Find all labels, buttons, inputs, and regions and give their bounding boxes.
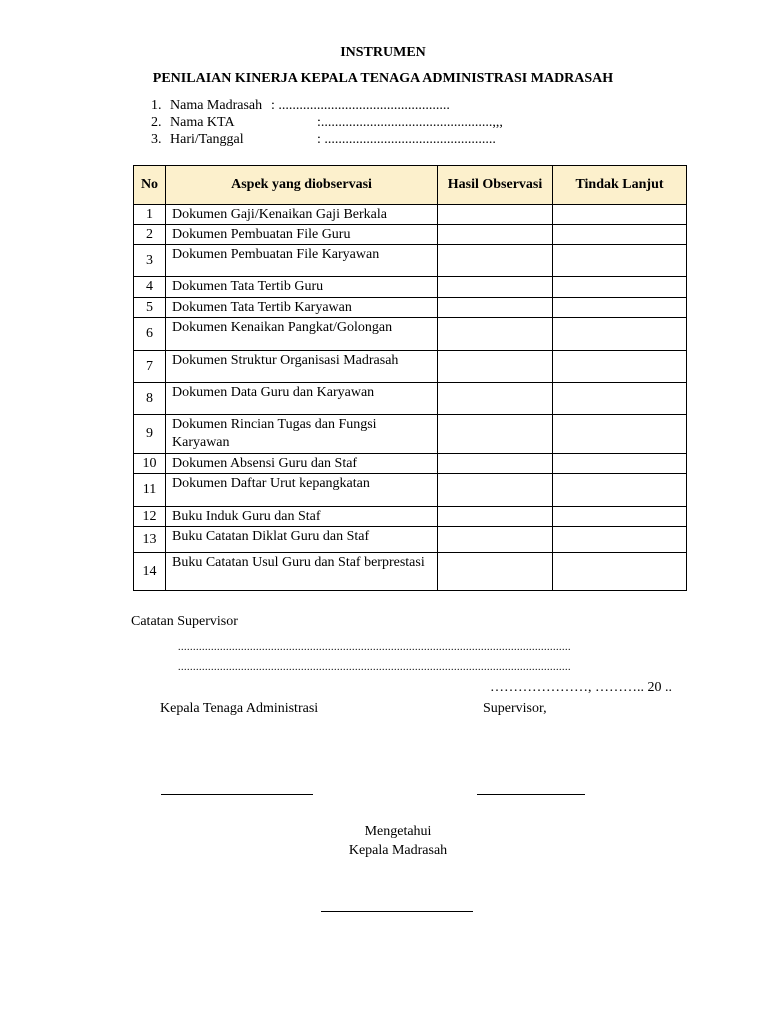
identity-label: Nama KTA (170, 115, 235, 130)
acknowledgement-block (0, 822, 768, 860)
followup-cell[interactable] (553, 225, 687, 245)
result-cell[interactable] (438, 383, 553, 415)
list-number: 3. (151, 132, 162, 147)
row-aspect: Dokumen Rincian Tugas dan Fungsi Karyawan (166, 415, 438, 454)
row-aspect: Buku Induk Guru dan Staf (166, 507, 438, 527)
table-row (134, 318, 687, 351)
notes-fill-line[interactable]: ................................................................................................................................... (178, 662, 571, 673)
followup-cell[interactable] (553, 383, 687, 415)
row-number: 2 (134, 225, 166, 245)
result-cell[interactable] (438, 245, 553, 277)
table-row (134, 507, 687, 527)
followup-cell[interactable] (553, 454, 687, 474)
table-row (134, 415, 687, 454)
document-title: INSTRUMEN (340, 45, 426, 60)
table-row (134, 527, 687, 553)
signature-line-right (477, 794, 585, 795)
table-row (134, 383, 687, 415)
row-number: 8 (134, 383, 166, 415)
signature-line-left (161, 794, 313, 795)
followup-cell[interactable] (553, 507, 687, 527)
signature-line-head (321, 911, 473, 912)
observation-table (133, 165, 687, 591)
row-aspect: Dokumen Tata Tertib Karyawan (166, 298, 438, 318)
identity-fill-line[interactable]: : ................................................. (271, 98, 450, 113)
header-no: No (134, 166, 166, 205)
document-subtitle: PENILAIAN KINERJA KEPALA TENAGA ADMINISTRASI MADRASAH (152, 71, 614, 86)
acknowledge-text: Mengetahui (364, 824, 432, 839)
result-cell[interactable] (438, 553, 553, 591)
row-number: 7 (134, 351, 166, 383)
row-number: 12 (134, 507, 166, 527)
signer-left-label: Kepala Tenaga Administrasi (160, 701, 319, 716)
row-number: 13 (134, 527, 166, 553)
table-row (134, 225, 687, 245)
identity-fill-line[interactable]: : ................................................. (317, 132, 496, 147)
row-aspect: Dokumen Gaji/Kenaikan Gaji Berkala (166, 205, 438, 225)
table-row (134, 245, 687, 277)
row-number: 6 (134, 318, 166, 351)
place-date-line: …………………, ……….. 20 .. (490, 680, 672, 695)
result-cell[interactable] (438, 474, 553, 507)
identity-fill-line[interactable]: :.................................................,,, (317, 115, 503, 130)
result-cell[interactable] (438, 205, 553, 225)
header-followup: Tindak Lanjut (553, 166, 687, 205)
header-aspect: Aspek yang diobservasi (166, 166, 438, 205)
row-aspect: Dokumen Pembuatan File Karyawan (166, 245, 438, 277)
row-number: 9 (134, 415, 166, 454)
row-number: 11 (134, 474, 166, 507)
result-cell[interactable] (438, 507, 553, 527)
followup-cell[interactable] (553, 277, 687, 298)
table-row (134, 351, 687, 383)
row-aspect: Dokumen Kenaikan Pangkat/Golongan (166, 318, 438, 351)
result-cell[interactable] (438, 225, 553, 245)
result-cell[interactable] (438, 454, 553, 474)
list-number: 1. (151, 98, 162, 113)
row-aspect: Dokumen Pembuatan File Guru (166, 225, 438, 245)
result-cell[interactable] (438, 351, 553, 383)
row-number: 3 (134, 245, 166, 277)
followup-cell[interactable] (553, 298, 687, 318)
result-cell[interactable] (438, 277, 553, 298)
signer-right-label: Supervisor, (483, 701, 547, 716)
row-number: 5 (134, 298, 166, 318)
table-row (134, 553, 687, 591)
head-madrasah-label: Kepala Madrasah (348, 843, 448, 858)
table-row (134, 205, 687, 225)
followup-cell[interactable] (553, 351, 687, 383)
table-row (134, 454, 687, 474)
row-number: 4 (134, 277, 166, 298)
notes-fill-line[interactable]: ................................................................................................................................... (178, 642, 571, 653)
row-aspect: Dokumen Tata Tertib Guru (166, 277, 438, 298)
result-cell[interactable] (438, 298, 553, 318)
list-number: 2. (151, 115, 162, 130)
row-aspect: Dokumen Daftar Urut kepangkatan (166, 474, 438, 507)
followup-cell[interactable] (553, 205, 687, 225)
row-aspect: Dokumen Data Guru dan Karyawan (166, 383, 438, 415)
row-number: 14 (134, 553, 166, 591)
result-cell[interactable] (438, 415, 553, 454)
followup-cell[interactable] (553, 553, 687, 591)
table-row (134, 277, 687, 298)
row-aspect: Buku Catatan Usul Guru dan Staf berprestasi (166, 553, 438, 591)
result-cell[interactable] (438, 318, 553, 351)
identity-label: Hari/Tanggal (170, 132, 244, 147)
header-result: Hasil Observasi (438, 166, 553, 205)
table-row (134, 474, 687, 507)
row-number: 10 (134, 454, 166, 474)
identity-label: Nama Madrasah (170, 98, 263, 113)
supervisor-notes-label: Catatan Supervisor (131, 614, 238, 629)
row-aspect: Dokumen Absensi Guru dan Staf (166, 454, 438, 474)
row-number: 1 (134, 205, 166, 225)
followup-cell[interactable] (553, 527, 687, 553)
row-aspect: Dokumen Struktur Organisasi Madrasah (166, 351, 438, 383)
followup-cell[interactable] (553, 318, 687, 351)
followup-cell[interactable] (553, 415, 687, 454)
row-aspect: Buku Catatan Diklat Guru dan Staf (166, 527, 438, 553)
result-cell[interactable] (438, 527, 553, 553)
table-header-row (134, 166, 687, 205)
followup-cell[interactable] (553, 245, 687, 277)
followup-cell[interactable] (553, 474, 687, 507)
table-row (134, 298, 687, 318)
